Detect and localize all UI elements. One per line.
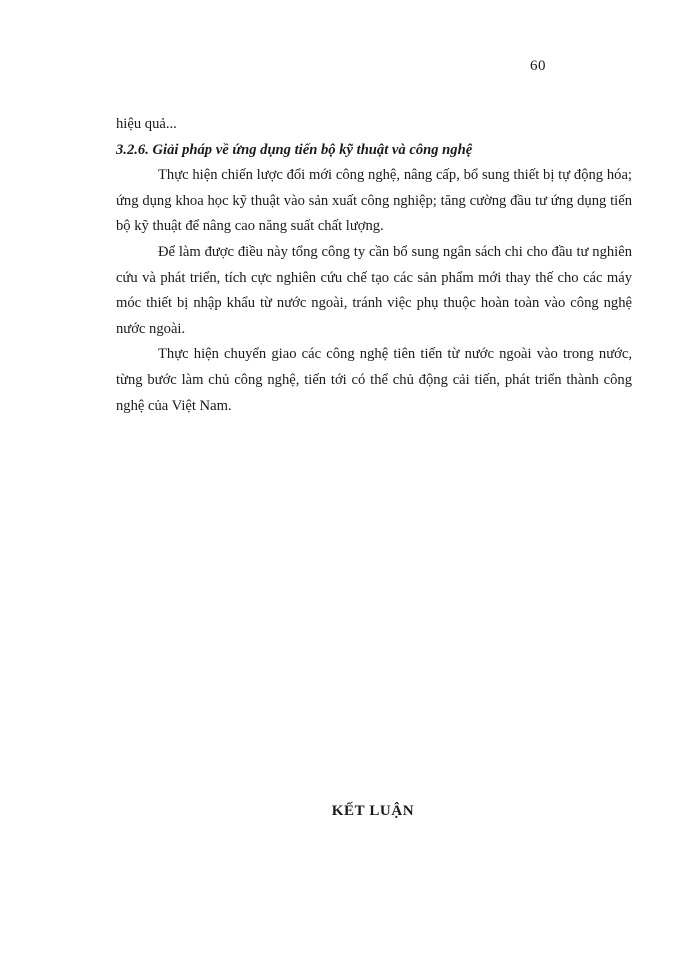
paragraph-technology-transfer: Thực hiện chuyển giao các công nghệ tiên tiến từ nước ngoài vào trong nước, từng bước làm chủ công nghệ, tiến tới có thể chủ động cải tiến, phát triển thành công nghệ của Việt Nam.: [116, 346, 632, 414]
body-text: [116, 112, 632, 419]
lead-fragment: hiệu quả...: [116, 116, 177, 132]
conclusion-title: KẾT LUẬN: [331, 803, 415, 819]
page-number: 60: [530, 58, 546, 74]
section-heading: 3.2.6. Giải pháp về ứng dụng tiến bộ kỹ thuật và công nghệ: [116, 141, 473, 158]
paragraph-technology-strategy: Thực hiện chiến lược đổi mới công nghệ, nâng cấp, bổ sung thiết bị tự động hóa; ứng dụng khoa học kỹ thuật vào sản xuất công nghiệp; tăng cường đầu tư ứng dụng tiến bộ kỹ thuật để nâng cao năng suất chất lượng.: [116, 167, 632, 235]
paragraph-rd-budget: Để làm được điều này tổng công ty cần bổ sung ngân sách chi cho đầu tư nghiên cứu và phát triển, tích cực nghiên cứu chế tạo các sản phẩm mới thay thế cho các máy móc thiết bị nhập khẩu từ nước ngoài, tránh việc phụ thuộc hoàn toàn vào công nghệ nước ngoài.: [116, 243, 632, 337]
